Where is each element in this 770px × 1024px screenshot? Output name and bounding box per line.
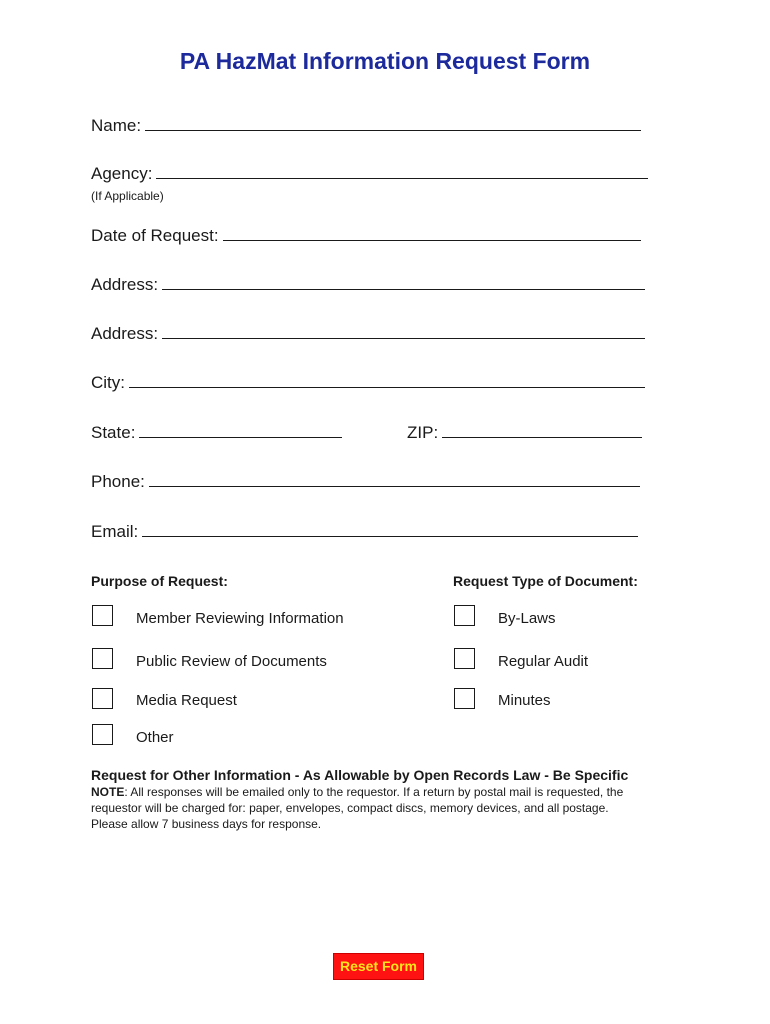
- state-label: State:: [91, 423, 136, 442]
- note-line-2: requestor will be charged for: paper, envelopes, compact discs, memory devices, and all postage.: [91, 801, 609, 815]
- city-input-line[interactable]: [129, 372, 645, 388]
- agency-input-line[interactable]: [156, 163, 648, 179]
- email-field: [91, 521, 638, 543]
- doc-minutes-label: Minutes: [498, 692, 551, 709]
- note-line-1: [91, 784, 623, 800]
- note-text: : All responses will be emailed only to the requestor. If a return by postal mail is requested, the: [124, 785, 624, 799]
- zip-input-line[interactable]: [442, 422, 642, 438]
- doc-audit-label: Regular Audit: [498, 653, 589, 670]
- doc-minutes-checkbox[interactable]: [454, 688, 475, 709]
- address2-field: [91, 323, 645, 345]
- city-label: City:: [91, 373, 125, 392]
- phone-field: [91, 471, 640, 493]
- doc-bylaws-label: By-Laws: [498, 610, 556, 627]
- purpose-media-checkbox[interactable]: [92, 688, 113, 709]
- date-field: [91, 225, 641, 247]
- zip-label: ZIP:: [407, 423, 439, 442]
- other-info-heading: Request for Other Information - As Allowable by Open Records Law - Be Specific: [91, 767, 629, 783]
- city-field: [91, 372, 645, 394]
- reset-form-button[interactable]: Reset Form: [333, 953, 424, 980]
- name-input-line[interactable]: [145, 115, 641, 131]
- email-label: Email:: [91, 522, 139, 541]
- zip-field: [407, 422, 642, 444]
- purpose-member-checkbox[interactable]: [92, 605, 113, 626]
- name-field: [91, 115, 641, 137]
- agency-field: [91, 163, 648, 185]
- doc-audit-checkbox[interactable]: [454, 648, 475, 669]
- purpose-media-label: Media Request: [136, 692, 237, 709]
- purpose-other-checkbox[interactable]: [92, 724, 113, 745]
- name-label: Name:: [91, 116, 142, 135]
- address1-field: [91, 274, 645, 296]
- purpose-heading: Purpose of Request:: [91, 573, 228, 589]
- purpose-member-label: Member Reviewing Information: [136, 610, 344, 627]
- note-line-3: Please allow 7 business days for response.: [91, 817, 322, 831]
- page-title: PA HazMat Information Request Form: [179, 48, 591, 74]
- doc-bylaws-checkbox[interactable]: [454, 605, 475, 626]
- phone-label: Phone:: [91, 472, 145, 491]
- purpose-public-checkbox[interactable]: [92, 648, 113, 669]
- state-field: [91, 422, 342, 444]
- state-input-line[interactable]: [139, 422, 342, 438]
- agency-label: Agency:: [91, 164, 153, 183]
- email-input-line[interactable]: [142, 521, 638, 537]
- address2-label: Address:: [91, 324, 159, 343]
- phone-input-line[interactable]: [149, 471, 640, 487]
- date-label: Date of Request:: [91, 226, 219, 245]
- address1-input-line[interactable]: [162, 274, 645, 290]
- doc-type-heading: Request Type of Document:: [453, 573, 638, 589]
- note-label: NOTE: [91, 785, 125, 799]
- address1-label: Address:: [91, 275, 159, 294]
- date-input-line[interactable]: [223, 225, 641, 241]
- purpose-other-label: Other: [136, 729, 174, 746]
- purpose-public-label: Public Review of Documents: [136, 653, 327, 670]
- agency-note: (If Applicable): [91, 189, 164, 203]
- address2-input-line[interactable]: [162, 323, 645, 339]
